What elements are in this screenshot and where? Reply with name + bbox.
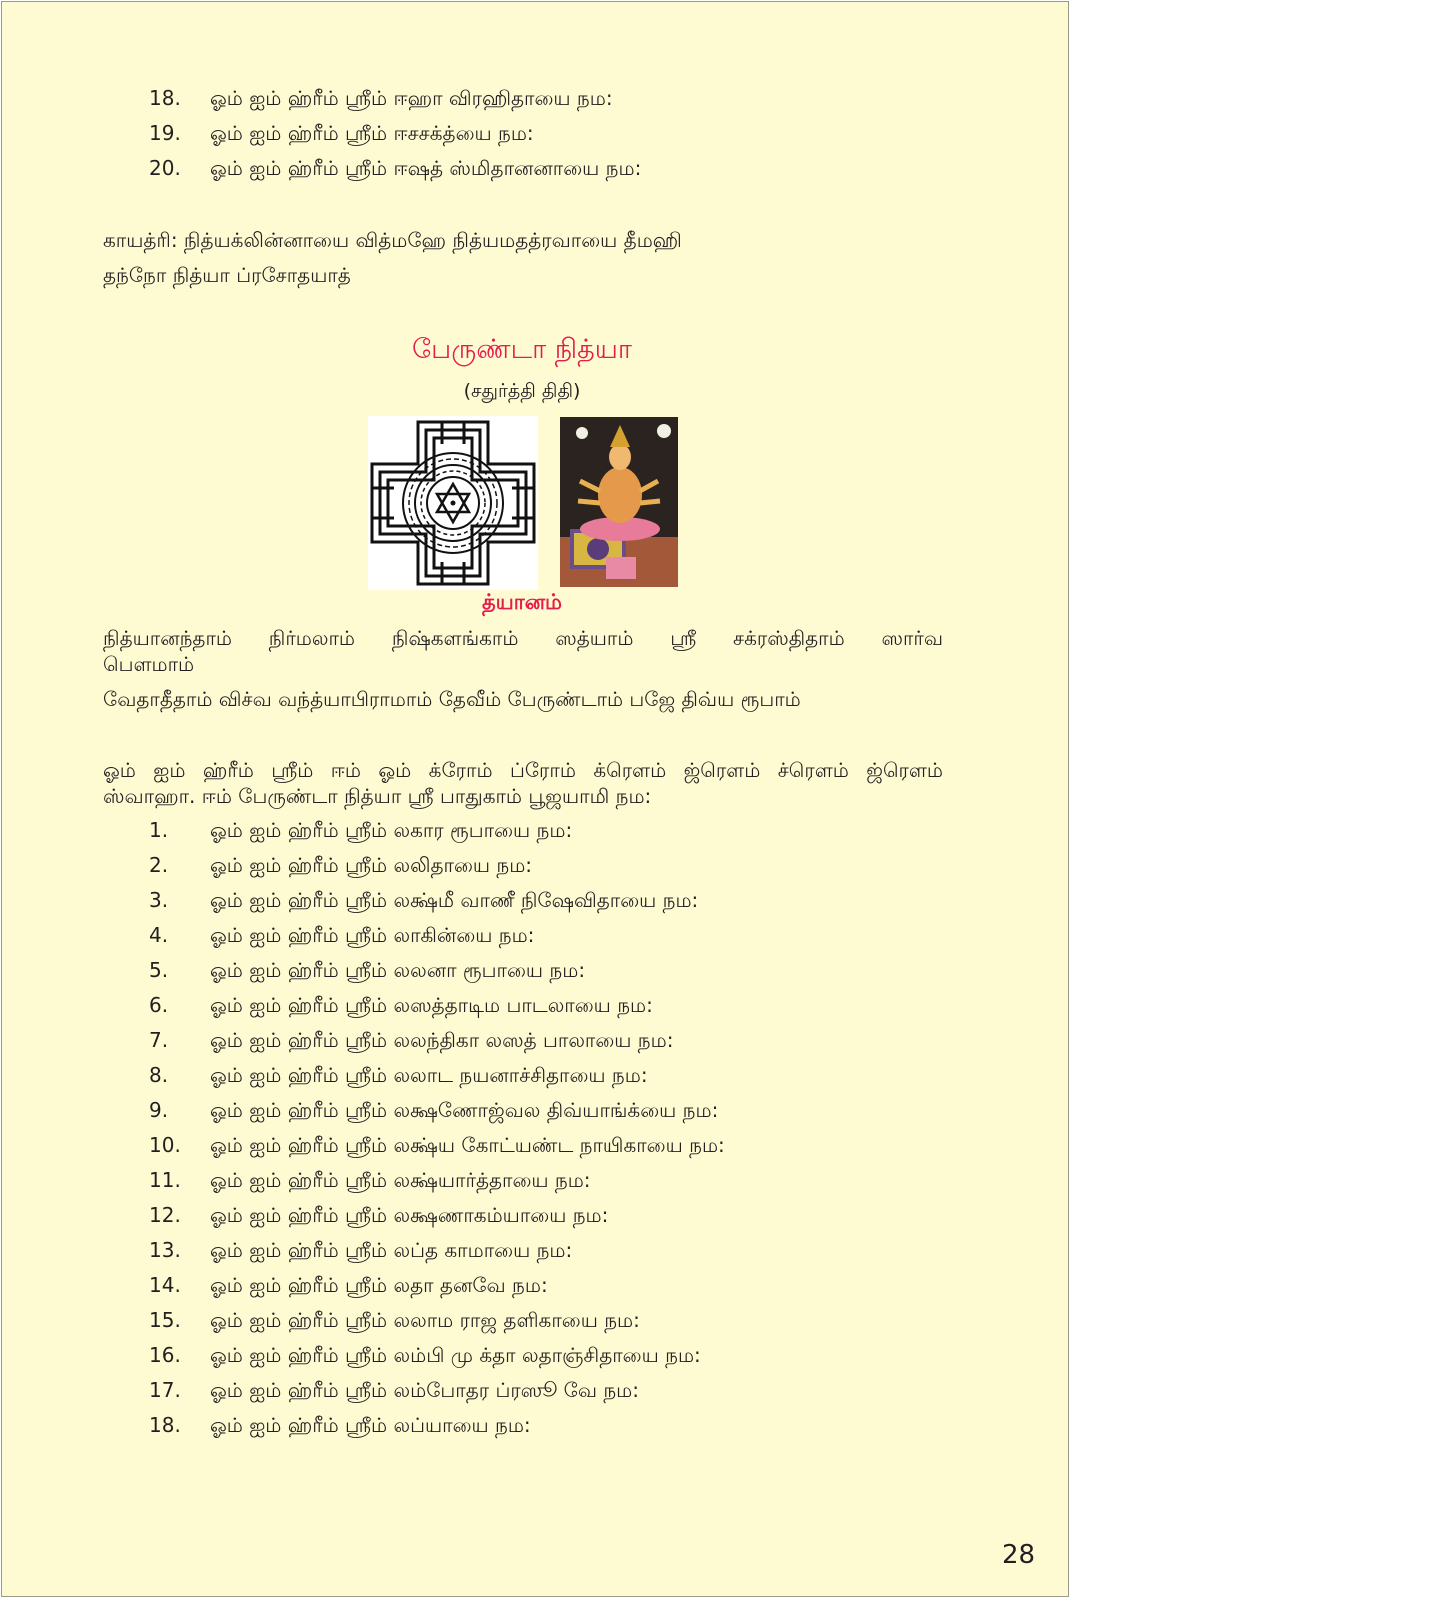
deity-image <box>560 417 678 587</box>
list-text: ஓம் ஐம் ஹ்ரீம் ஸ்ரீம் லக்ஷ்யார்த்தாயை நம: <box>210 1168 591 1192</box>
list-number: 4. <box>149 923 169 947</box>
list-text: ஓம் ஐம் ஹ்ரீம் ஸ்ரீம் லலாட நயனாச்சிதாயை நம: <box>210 1063 648 1087</box>
list-number: 11. <box>149 1168 181 1192</box>
document-page <box>1 1 1069 1597</box>
list-number: 14. <box>149 1273 181 1297</box>
gayatri-line-1: காயத்ரி: நித்யக்லின்னாயை வித்மஹே நித்யமதத்ரவாயை தீமஹி <box>103 228 682 252</box>
list-text: ஓம் ஐம் ஹ்ரீம் ஸ்ரீம் லாகின்யை நம: <box>210 923 535 947</box>
dhyanam-heading: த்யானம் <box>482 590 562 614</box>
list-number: 8. <box>149 1063 169 1087</box>
list-number: 10. <box>149 1133 181 1157</box>
list-text: ஓம் ஐம் ஹ்ரீம் ஸ்ரீம் லலாம ராஜ தளிகாயை நம: <box>210 1308 640 1332</box>
list-number: 19. <box>149 121 181 145</box>
mantra-line-2: ஸ்வாஹா. ஈம் பேருண்டா நித்யா ஸ்ரீ பாதுகாம் பூஜயாமி நம: <box>103 784 652 808</box>
list-number: 17. <box>149 1378 181 1402</box>
list-text: ஓம் ஐம் ஹ்ரீம் ஸ்ரீம் ஈஷத் ஸ்மிதானனாயை நம: <box>210 156 642 180</box>
list-text: ஓம் ஐம் ஹ்ரீம் ஸ்ரீம் லக்ஷ்மீ வாணீ நிஷேவிதாயை நம: <box>210 888 699 912</box>
page-number: 28 <box>1002 1540 1036 1570</box>
list-text: ஓம் ஐம் ஹ்ரீம் ஸ்ரீம் லம்பி மு க்தா லதாஞ்சிதாயை நம: <box>210 1343 701 1367</box>
section-title: பேருண்டா நித்யா <box>411 334 633 365</box>
dhyanam-line-1-cont: பௌமாம் <box>103 652 195 676</box>
list-number: 7. <box>149 1028 169 1052</box>
list-text: ஓம் ஐம் ஹ்ரீம் ஸ்ரீம் லப்த காமாயை நம: <box>210 1238 573 1262</box>
list-text: ஓம் ஐம் ஹ்ரீம் ஸ்ரீம் ஈசசக்த்யை நம: <box>210 121 534 145</box>
list-text: ஓம் ஐம் ஹ்ரீம் ஸ்ரீம் லக்ஷணோஜ்வல திவ்யாங்க்யை நம: <box>210 1098 719 1122</box>
yantra-image <box>368 416 538 590</box>
list-text: ஓம் ஐம் ஹ்ரீம் ஸ்ரீம் லதா தனவே நம: <box>210 1273 548 1297</box>
list-text: ஓம் ஐம் ஹ்ரீம் ஸ்ரீம் லலந்திகா லஸத் பாலாயை நம: <box>210 1028 674 1052</box>
list-text: ஓம் ஐம் ஹ்ரீம் ஸ்ரீம் லலிதாயை நம: <box>210 853 533 877</box>
list-text: ஓம் ஐம் ஹ்ரீம் ஸ்ரீம் ஈஹா விரஹிதாயை நம: <box>210 86 613 110</box>
list-number: 12. <box>149 1203 181 1227</box>
list-number: 15. <box>149 1308 181 1332</box>
list-number: 6. <box>149 993 169 1017</box>
list-number: 16. <box>149 1343 181 1367</box>
list-number: 2. <box>149 853 169 877</box>
list-text: ஓம் ஐம் ஹ்ரீம் ஸ்ரீம் லம்போதர ப்ரஸூ வே நம: <box>210 1378 640 1402</box>
list-number: 1. <box>149 818 169 842</box>
list-text: ஓம் ஐம் ஹ்ரீம் ஸ்ரீம் லக்ஷ்ய கோட்யண்ட நாயிகாயை நம: <box>210 1133 725 1157</box>
list-text: ஓம் ஐம் ஹ்ரீம் ஸ்ரீம் லப்யாயை நம: <box>210 1413 531 1437</box>
list-number: 5. <box>149 958 169 982</box>
section-subtitle: (சதுர்த்தி திதி) <box>463 380 581 402</box>
list-text: ஓம் ஐம் ஹ்ரீம் ஸ்ரீம் லகார ரூபாயை நம: <box>210 818 573 842</box>
list-number: 20. <box>149 156 181 180</box>
list-number: 18. <box>149 86 181 110</box>
list-text: ஓம் ஐம் ஹ்ரீம் ஸ்ரீம் லஸத்தாடிம பாடலாயை நம: <box>210 993 653 1017</box>
list-text: ஓம் ஐம் ஹ்ரீம் ஸ்ரீம் லலனா ரூபாயை நம: <box>210 958 586 982</box>
gayatri-line-2: தந்நோ நித்யா ப்ரசோதயாத் <box>103 263 351 287</box>
mantra-line-1: ஓம் ஐம் ஹ்ரீம் ஸ்ரீம் ஈம் ஓம் க்ரோம் ப்ரோம் க்ரௌம் ஜ்ரௌம் ச்ரௌம் ஜ்ரௌம் <box>103 758 943 782</box>
list-text: ஓம் ஐம் ஹ்ரீம் ஸ்ரீம் லக்ஷணாகம்யாயை நம: <box>210 1203 609 1227</box>
list-number: 13. <box>149 1238 181 1262</box>
dhyanam-line-1: நித்யானந்தாம் நிர்மலாம் நிஷ்களங்காம் ஸத்யாம் ஸ்ரீ சக்ரஸ்திதாம் ஸார்வ <box>103 626 943 650</box>
list-number: 3. <box>149 888 169 912</box>
dhyanam-line-2: வேதாதீதாம் விச்வ வந்த்யாபிராமாம் தேவீம் பேருண்டாம் பஜே திவ்ய ரூபாம் <box>103 687 801 711</box>
list-number: 18. <box>149 1413 181 1437</box>
list-number: 9. <box>149 1098 169 1122</box>
